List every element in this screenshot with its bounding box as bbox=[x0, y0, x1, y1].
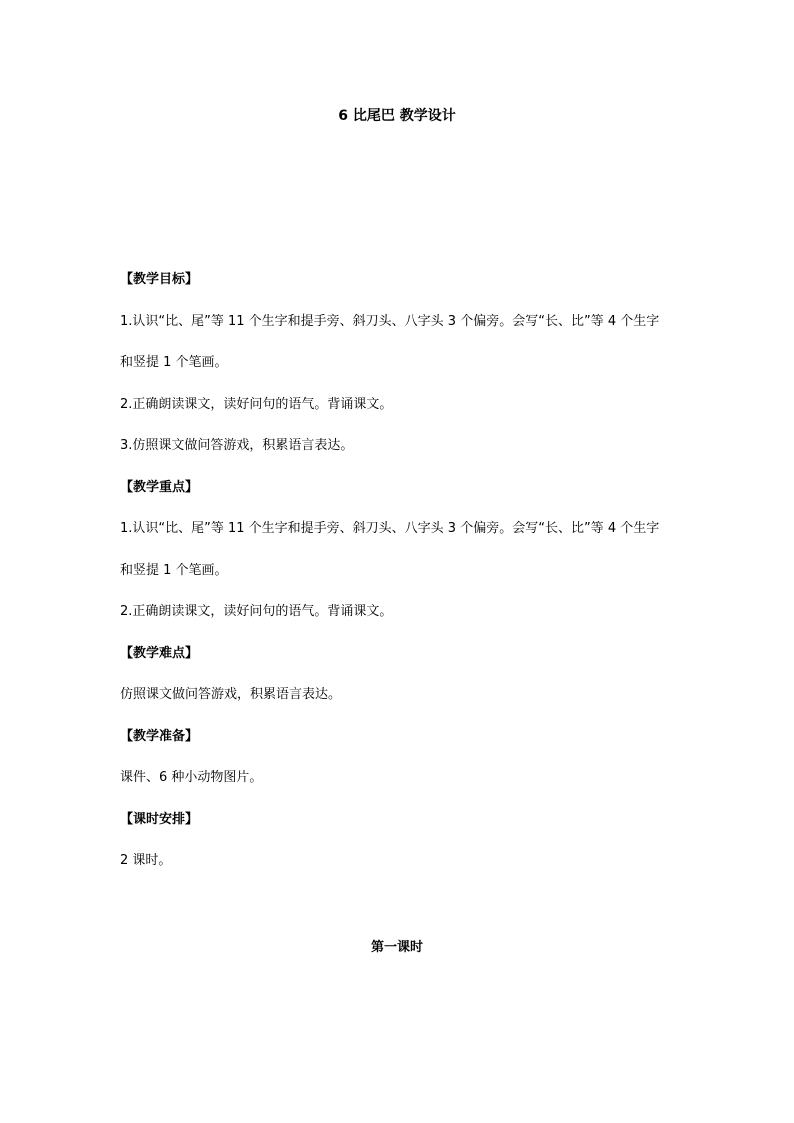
paragraph-line: 仿照课文做问答游戏，积累语言表达。 bbox=[120, 687, 342, 702]
paragraph-line: 2 课时。 bbox=[120, 853, 172, 868]
paragraph-line: 和竖提 1 个笔画。 bbox=[120, 562, 228, 578]
section-heading-preparation: 【教学准备】 bbox=[120, 728, 199, 744]
paragraph-line: 3.仿照课文做问答游戏，积累语言表达。 bbox=[120, 438, 354, 453]
paragraph-line: 课件、6 种小动物图片。 bbox=[120, 770, 263, 785]
paragraph-line: 1.认识“比、尾”等 11 个生字和提手旁、斜刀头、八字头 3 个偏旁。会写“长、比”等 4 个生字 bbox=[120, 521, 660, 536]
paragraph-line: 2.正确朗读课文，读好问句的语气。背诵课文。 bbox=[120, 396, 393, 412]
paragraph-line: 2.正确朗读课文，读好问句的语气。背诵课文。 bbox=[120, 604, 393, 619]
section-heading-key-points: 【教学重点】 bbox=[120, 479, 199, 495]
section-heading-difficulties: 【教学难点】 bbox=[120, 645, 199, 661]
lesson-subtitle: 第一课时 bbox=[370, 940, 423, 955]
paragraph-line: 1.认识“比、尾”等 11 个生字和提手旁、斜刀头、八字头 3 个偏旁。会写“长、比”等 4 个生字 bbox=[120, 313, 660, 329]
section-heading-schedule: 【课时安排】 bbox=[120, 811, 199, 827]
document-title: 6 比尾巴 教学设计 bbox=[338, 108, 456, 124]
document-body bbox=[120, 270, 680, 893]
paragraph-line: 和竖提 1 个笔画。 bbox=[120, 355, 228, 370]
section-heading-objectives: 【教学目标】 bbox=[120, 272, 199, 287]
